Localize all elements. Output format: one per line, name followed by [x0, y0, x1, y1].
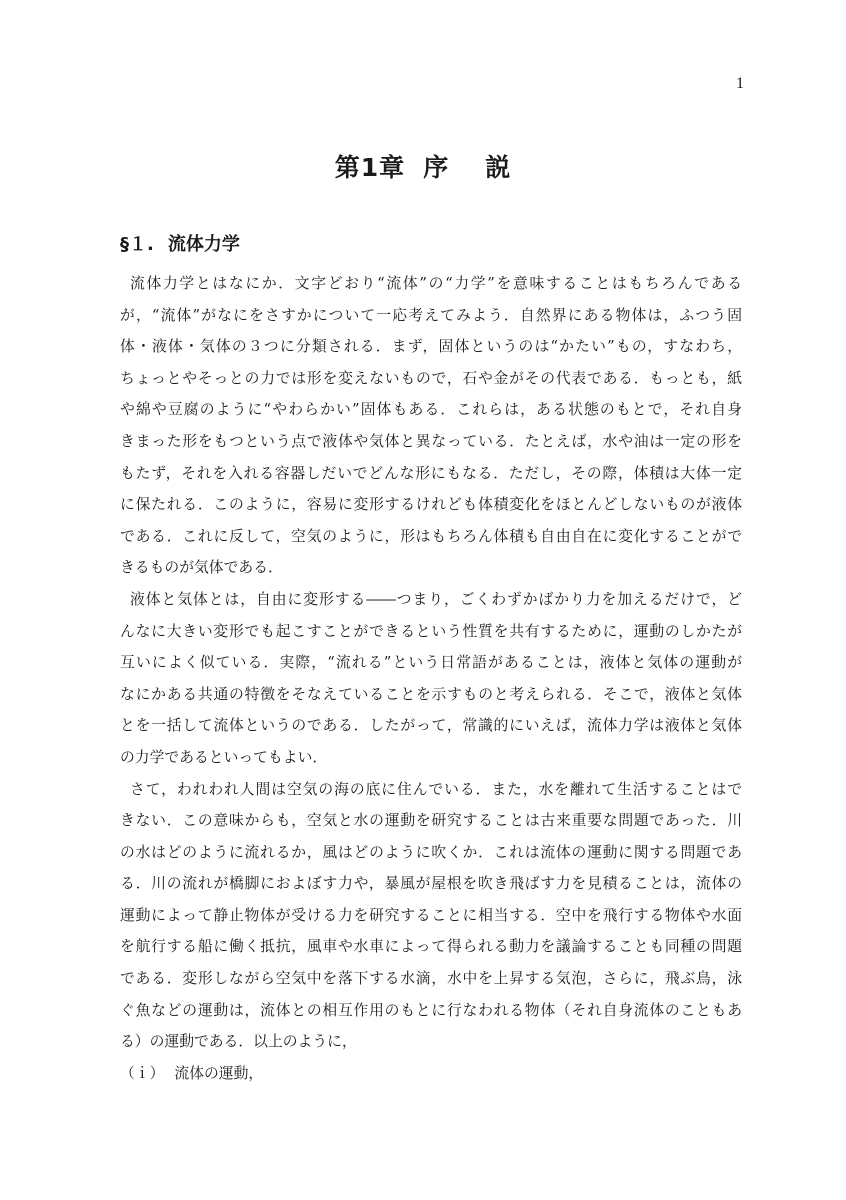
text-line: を航行する船に働く抵抗，風車や水車によって得られる動力を議論することも同種の問題 [120, 938, 742, 956]
text-line: に保たれる．このように，容易に変形するけれども体積変化をほとんどしないものが液体 [120, 496, 742, 514]
text-line: さて，われわれ人間は空気の海の底に住んでいる．また，水を離れて生活することはで [130, 780, 742, 798]
text-line: ぐ魚などの運動は，流体との相互作用のもとに行なわれる物体（それ自身流体のこともあ [120, 1001, 742, 1019]
paragraph-1 [120, 268, 742, 584]
text-line: 流体力学とはなにか．文字どおり“流体”の“力学”を意味することはもちろんである [130, 275, 742, 292]
page-number: 1 [736, 75, 744, 92]
text-line: んなに大きい変形でも起こすことができるという性質を共有するために，運動のしかたが [120, 622, 742, 640]
text-line: ちょっとやそっとの力では形を変えないもので，石や金がその代表である．もっとも，紙 [120, 369, 742, 387]
paragraph-3 [120, 774, 742, 1058]
section-title: 流体力学 [167, 234, 240, 255]
text-line: きない．この意味からも，空気と水の運動を研究することは古来重要な問題であった．川 [120, 812, 742, 830]
text-line: が，“流体”がなにをさすかについて一応考えてみよう．自然界にある物体は，ふつう固 [120, 306, 742, 324]
text-line: 液体と気体とは，自由に変形する――つまり，ごくわずかばかり力を加えるだけで，ど [130, 590, 742, 608]
text-line: もたず，それを入れる容器しだいでどんな形にもなる．ただし，その際，体積は大体一定 [120, 464, 742, 482]
list-item-label: （ｉ） [120, 1064, 165, 1082]
text-line: きるものが気体である． [120, 559, 283, 577]
list-item-text: 流体の運動， [174, 1064, 264, 1082]
chapter-number: 第1章 [334, 153, 406, 182]
text-line: る）の運動である．以上のように， [120, 1033, 357, 1051]
text-line: の力学であるといってもよい． [120, 748, 328, 766]
text-line: の水はどのように流れるか，風はどのように吹くか．これは流体の運動に関する問題であ [120, 843, 742, 861]
chapter-title-char-2: 説 [485, 153, 512, 182]
text-line: る．川の流れが橋脚におよぼす力や，暴風が屋根を吹き飛ばす力を見積ることは，流体の [120, 875, 742, 893]
section-number: §１. [120, 234, 154, 255]
text-line: とを一括して流体というのである．したがって，常識的にいえば，流体力学は液体と気体 [120, 717, 742, 735]
text-line: や綿や豆腐のように“やわらかい”固体もある．これらは，ある状態のもとで，それ自身 [120, 401, 742, 419]
chapter-title [0, 150, 846, 186]
paragraph-2 [120, 584, 742, 774]
text-line: なにかある共通の特徴をそなえていることを示すものと考えられる．そこで，液体と気体 [120, 685, 742, 703]
text-line: きまった形をもつという点で液体や気体と異なっている．たとえば，水や油は一定の形を [120, 432, 742, 450]
section-heading [120, 232, 240, 258]
text-line: 運動によって静止物体が受ける力を研究することに相当する．空中を飛行する物体や水面 [120, 906, 742, 924]
text-line: 体・液体・気体の３つに分類される．まず，固体というのは“かたい”もの，すなわち， [120, 338, 742, 356]
list-item [120, 1058, 742, 1090]
body-text [120, 268, 742, 1089]
text-line: である．これに反して，空気のように，形はもちろん体積も自由自在に変化することがで [120, 527, 742, 545]
text-line: である．変形しながら空気中を落下する水滴，水中を上昇する気泡，さらに，飛ぶ鳥，泳 [120, 970, 742, 988]
chapter-title-char-1: 序 [423, 153, 450, 182]
text-line: 互いによく似ている．実際，“流れる”という日常語があることは，液体と気体の運動が [120, 654, 742, 672]
